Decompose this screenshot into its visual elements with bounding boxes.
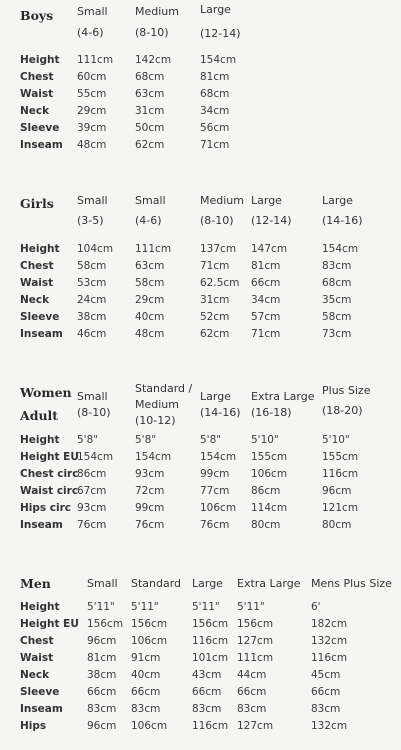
table-cell: 83cm [322,260,352,272]
col-header-range: (3-5) [77,214,104,227]
table-cell: 76cm [77,519,107,531]
table-cell: 86cm [251,485,281,497]
row-label: Height [20,54,60,66]
table-cell: 31cm [200,294,230,306]
table-cell: 116cm [311,652,348,664]
table-cell: 5'8" [135,434,157,446]
table-cell: 106cm [200,502,237,514]
table-cell: 66cm [192,686,222,698]
row-label: Sleeve [20,311,60,323]
table-cell: 68cm [135,71,165,83]
table-cell: 5'11" [237,601,265,613]
table-cell: 154cm [200,451,237,463]
table-cell: 71cm [200,139,230,151]
table-cell: 132cm [311,635,348,647]
row-label: Waist [20,652,54,664]
col-header: Small [87,577,118,590]
row-label: Neck [20,294,50,306]
table-cell: 44cm [237,669,267,681]
col-header: Small [77,194,108,207]
table-cell: 96cm [87,635,117,647]
table-cell: 127cm [237,720,274,732]
table-cell: 81cm [87,652,117,664]
col-header-range: (18-20) [322,404,363,417]
table-cell: 91cm [131,652,161,664]
row-label: Inseam [20,139,63,151]
table-cell: 29cm [135,294,165,306]
table-cell: 40cm [131,669,161,681]
table-cell: 39cm [77,122,107,134]
table-cell: 80cm [322,519,352,531]
table-cell: 31cm [135,105,165,117]
table-cell: 34cm [200,105,230,117]
table-cell: 111cm [237,652,274,664]
table-cell: 63cm [135,260,165,272]
table-cell: 46cm [77,328,107,340]
table-cell: 45cm [311,669,341,681]
table-cell: 86cm [77,468,107,480]
col-header-range: (4-6) [77,26,104,39]
table-cell: 5'11" [87,601,115,613]
table-cell: 76cm [200,519,230,531]
table-cell: 81cm [251,260,281,272]
table-cell: 83cm [311,703,341,715]
col-header: Medium [200,194,244,207]
table-cell: 147cm [251,243,288,255]
col-header-range: (14-16) [200,406,241,419]
col-header-range: (12-14) [200,27,241,40]
table-cell: 67cm [77,485,107,497]
table-cell: 72cm [135,485,165,497]
col-header: Extra Large [237,577,301,590]
col-header: Plus Size [322,384,371,397]
table-cell: 48cm [135,328,165,340]
girls-title: Girls [20,196,54,211]
col-header-range: (12-14) [251,214,292,227]
table-cell: 62.5cm [200,277,240,289]
table-cell: 182cm [311,618,348,630]
table-cell: 5'11" [192,601,220,613]
row-label: Waist circ [20,485,79,497]
col-header: Medium [135,398,179,411]
table-cell: 83cm [192,703,222,715]
table-cell: 156cm [131,618,168,630]
row-label: Height [20,601,60,613]
row-label: Inseam [20,703,63,715]
table-cell: 106cm [131,635,168,647]
table-cell: 104cm [77,243,114,255]
table-cell: 83cm [237,703,267,715]
table-cell: 56cm [200,122,230,134]
table-cell: 155cm [322,451,359,463]
col-header: Small [77,390,108,403]
table-cell: 154cm [322,243,359,255]
table-cell: 93cm [135,468,165,480]
table-cell: 58cm [322,311,352,323]
row-label: Height EU [20,451,79,463]
row-label: Sleeve [20,686,60,698]
table-cell: 114cm [251,502,288,514]
table-cell: 5'8" [77,434,99,446]
women-title-sub: Adult [20,408,59,423]
col-header: Medium [135,5,179,18]
table-cell: 71cm [200,260,230,272]
boys-title: Boys [20,8,54,23]
table-cell: 116cm [192,635,229,647]
table-cell: 116cm [322,468,359,480]
table-cell: 137cm [200,243,237,255]
col-header: Large [200,3,231,16]
table-cell: 38cm [87,669,117,681]
row-label: Waist [20,88,54,100]
col-header-range: (14-16) [322,214,363,227]
table-cell: 58cm [135,277,165,289]
table-cell: 34cm [251,294,281,306]
row-label: Hips [20,720,47,732]
table-cell: 52cm [200,311,230,323]
table-cell: 99cm [135,502,165,514]
table-cell: 71cm [251,328,281,340]
col-header: Small [77,5,108,18]
row-label: Neck [20,669,50,681]
table-cell: 62cm [200,328,230,340]
table-cell: 116cm [192,720,229,732]
col-header: Large [200,390,231,403]
table-cell: 5'8" [200,434,222,446]
table-cell: 43cm [192,669,222,681]
table-cell: 24cm [77,294,107,306]
men-title: Men [20,576,51,591]
table-cell: 111cm [135,243,172,255]
table-cell: 132cm [311,720,348,732]
table-cell: 66cm [251,277,281,289]
table-cell: 154cm [200,54,237,66]
col-header: Large [251,194,282,207]
table-cell: 156cm [237,618,274,630]
table-cell: 38cm [77,311,107,323]
row-label: Neck [20,105,50,117]
col-header: Large [192,577,223,590]
table-cell: 96cm [87,720,117,732]
table-cell: 77cm [200,485,230,497]
col-header: Standard / [135,382,193,395]
table-cell: 101cm [192,652,229,664]
col-header: Large [322,194,353,207]
table-cell: 5'10" [322,434,350,446]
row-label: Hips circ [20,502,72,514]
row-label: Waist [20,277,54,289]
women-title: Women [20,385,72,400]
table-cell: 68cm [200,88,230,100]
table-cell: 57cm [251,311,281,323]
table-cell: 96cm [322,485,352,497]
table-cell: 99cm [200,468,230,480]
table-cell: 5'11" [131,601,159,613]
col-header: Standard [131,577,182,590]
table-cell: 154cm [77,451,114,463]
table-cell: 55cm [77,88,107,100]
col-header: Small [135,194,166,207]
table-cell: 106cm [131,720,168,732]
table-cell: 68cm [322,277,352,289]
table-cell: 63cm [135,88,165,100]
table-cell: 76cm [135,519,165,531]
row-label: Sleeve [20,122,60,134]
table-cell: 50cm [135,122,165,134]
row-label: Chest [20,260,54,272]
table-cell: 93cm [77,502,107,514]
table-cell: 29cm [77,105,107,117]
col-header: Extra Large [251,390,315,403]
table-cell: 40cm [135,311,165,323]
table-cell: 83cm [131,703,161,715]
table-cell: 60cm [77,71,107,83]
row-label: Inseam [20,519,63,531]
row-label: Height [20,434,60,446]
table-cell: 53cm [77,277,107,289]
row-label: Chest [20,71,54,83]
row-label: Height EU [20,618,79,630]
table-cell: 156cm [192,618,229,630]
row-label: Inseam [20,328,63,340]
table-cell: 58cm [77,260,107,272]
table-cell: 62cm [135,139,165,151]
table-cell: 80cm [251,519,281,531]
row-label: Chest circ [20,468,79,480]
table-cell: 154cm [135,451,172,463]
col-header-range: (8-10) [77,406,111,419]
table-cell: 66cm [311,686,341,698]
table-cell: 73cm [322,328,352,340]
row-label: Height [20,243,60,255]
table-cell: 48cm [77,139,107,151]
col-header-range: (4-6) [135,214,162,227]
table-cell: 83cm [87,703,117,715]
table-cell: 6' [311,601,321,613]
table-cell: 121cm [322,502,359,514]
table-cell: 66cm [131,686,161,698]
table-cell: 111cm [77,54,114,66]
table-cell: 127cm [237,635,274,647]
col-header-range: (10-12) [135,414,176,427]
col-header-range: (8-10) [135,26,169,39]
table-cell: 155cm [251,451,288,463]
col-header-range: (8-10) [200,214,234,227]
table-cell: 35cm [322,294,352,306]
table-cell: 66cm [237,686,267,698]
table-cell: 81cm [200,71,230,83]
table-cell: 5'10" [251,434,279,446]
table-cell: 156cm [87,618,124,630]
row-label: Chest [20,635,54,647]
col-header: Mens Plus Size [311,577,392,590]
table-cell: 106cm [251,468,288,480]
table-cell: 66cm [87,686,117,698]
table-cell: 142cm [135,54,172,66]
col-header-range: (16-18) [251,406,292,419]
